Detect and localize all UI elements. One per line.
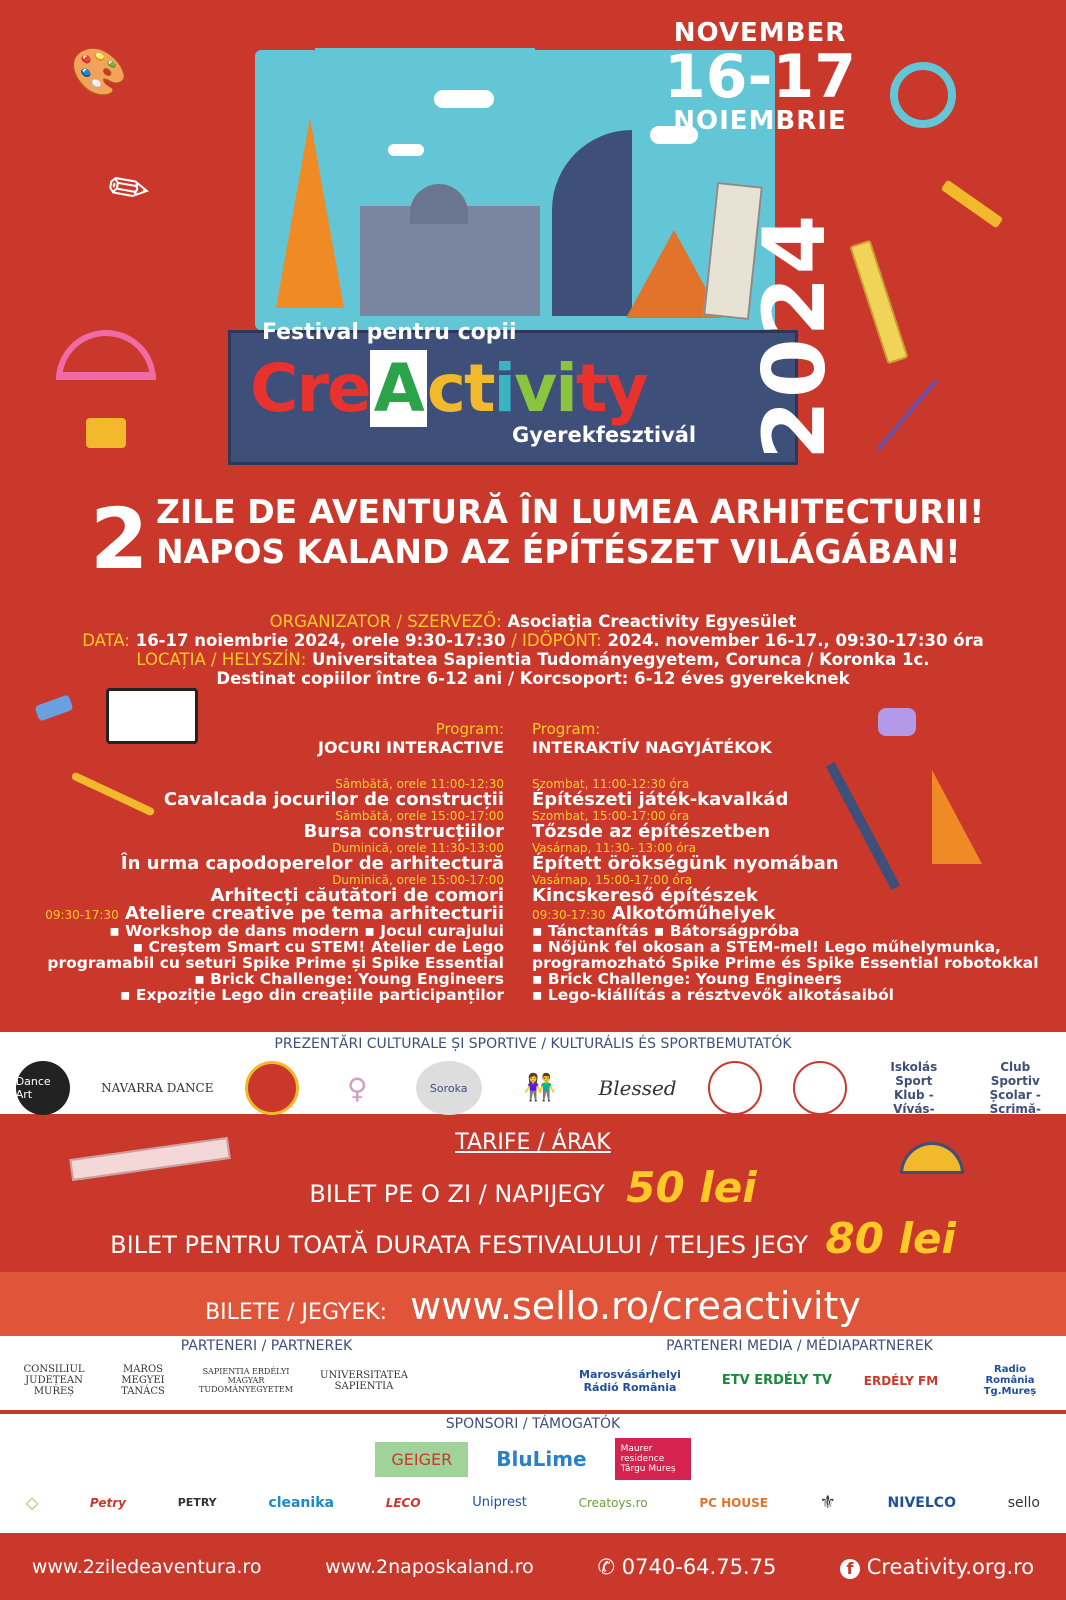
program-hu-time: Vasárnap, 15:00-17:00 óra [532, 873, 693, 887]
protractor-icon [56, 330, 156, 380]
program-hu-label: Program: [532, 720, 601, 738]
organizer: Asociația Creactivity Egyesület [507, 612, 797, 631]
color-swatches-icon: 🎨 [70, 45, 128, 99]
program-ro-event: În urma capodoperelor de arhitectură [120, 853, 504, 874]
cultural-title: PREZENTĂRI CULTURALE ȘI SPORTIVE / KULTURÁLIS ÉS SPORTBEMUTATÓK [274, 1036, 792, 1052]
radio-romania-logo: Marosvásárhelyi Rádió România [579, 1367, 681, 1394]
sponsors-title: SPONSORI / TÁMOGATÓK [445, 1416, 621, 1432]
program-hu-event: Kincskereső építészek [532, 885, 758, 906]
blulime-logo: BluLime [496, 1447, 587, 1471]
festival-subtitle-hu: Gyerekfesztivál [512, 423, 697, 447]
maros-megyei-tanacs-logo: MAROS MEGYEI TANÁCS [121, 1364, 165, 1397]
date-label: DATA: [82, 631, 130, 650]
event-dates [640, 18, 880, 136]
media-logos [570, 1364, 1050, 1397]
program-hu-bullet: ▪ Tánctanítás ▪ Bátorságpróba [532, 922, 800, 940]
nivelco-logo: NIVELCO [887, 1494, 956, 1511]
facebook-link[interactable]: Creativity.org.ro [866, 1554, 1035, 1579]
diamond-logo-icon: ◇ [25, 1493, 39, 1512]
program-ro-label: Program: [435, 720, 504, 738]
program-hu-time: Szombat, 11:00-12:30 óra [532, 777, 690, 791]
location-label: LOCAȚIA / HELYSZÍN: [136, 650, 307, 669]
program-ro-workshop-time: 09:30-17:30 [45, 908, 119, 922]
sharpener-icon [86, 418, 126, 448]
geiger-logo: GEIGER [375, 1442, 468, 1477]
time-label: / IDŐPONT: [511, 631, 602, 650]
festival-logo: CreActivity [250, 350, 647, 427]
eraser-icon [34, 694, 73, 721]
erdely-tv-logo: ETV ERDÉLY TV [721, 1373, 832, 1388]
tickets-url[interactable]: www.sello.ro/creactivity [410, 1284, 861, 1328]
cleanika-logo: cleanika [268, 1494, 334, 1511]
navarra-dance-logo: NAVARRA DANCE [101, 1081, 214, 1095]
program-ro-bullet: programabil cu seturi Spike Prime și Spike Essential [47, 954, 504, 972]
erdely-fm-logo: ERDÉLY FM [863, 1373, 939, 1388]
organizer-label: ORGANIZATOR / SZERVEZŐ: [269, 612, 502, 631]
program-hu-time: Vasárnap, 11:30- 13:00 óra [532, 841, 696, 855]
headline-ro: ZILE DE AVENTURĂ ÎN LUMEA ARHITECTURII! [156, 492, 985, 531]
program-hu-time: Szombat, 15:00-17:00 óra [532, 809, 690, 823]
festival-year: 2024 [745, 212, 845, 460]
cutter-icon [941, 180, 1004, 229]
other-sponsors [0, 1492, 1066, 1513]
program-ro-workshop: Ateliere creative pe tema arhitecturii [125, 903, 504, 924]
partners-logos [18, 1364, 518, 1397]
day-ticket-label: BILET PE O ZI / NAPIJEGY [309, 1180, 605, 1208]
program-ro-time: Sâmbătă, orele 15:00-17:00 [335, 809, 504, 823]
program-ro-bullet: ▪ Expoziție Lego din creațiile participanților [120, 986, 504, 1004]
cultural-band [0, 1032, 1066, 1114]
full-ticket-label: BILET PENTRU TOATĂ DURATA FESTIVALULUI / TELJES JEGY [110, 1231, 808, 1259]
date-range: 16-17 [664, 42, 856, 112]
sponsors-band [0, 1414, 1066, 1533]
tickets-label: BILETE / JEGYEK: [205, 1300, 388, 1325]
program-hu-title: INTERAKTÍV NAGYJÁTÉKOK [532, 738, 772, 757]
partners-title: PARTENERI / PARTNEREK [180, 1338, 353, 1354]
soroka-logo: Soroka [416, 1061, 482, 1115]
creatoys-logo: Creatoys.ro [578, 1495, 648, 1510]
program-ro-event: Cavalcada jocurilor de construcții [163, 789, 504, 810]
program-hu-bullet: ▪ Brick Challenge: Young Engineers [532, 970, 842, 988]
program-hu-event: Épített örökségünk nyomában [532, 853, 839, 874]
cloud-icon [434, 90, 494, 108]
program-hu-bullet: ▪ Nőjünk fel okosan a STEM-mel! Lego műhelymunka, [532, 938, 1001, 956]
website-hu-link[interactable]: www.2naposkaland.ro [325, 1555, 534, 1578]
program-ro-time: Duminică, orele 11:30-13:00 [332, 841, 504, 855]
program-hu-bullet: programozható Spike Prime és Spike Essential robotokkal [532, 954, 1039, 972]
program-hu-event: Építészeti játék-kavalkád [532, 789, 789, 810]
ballerina-icon: ♀ [347, 1071, 368, 1105]
program-ro-bullet: ▪ Creștem Smart cu STEM! Atelier de Lego [132, 938, 504, 956]
media-title: PARTENERI MEDIA / MÉDIAPARTNEREK [666, 1338, 933, 1354]
website-ro-link[interactable]: www.2ziledeaventura.ro [31, 1555, 262, 1578]
folk-dancers-icon: 👫 [523, 1073, 557, 1103]
program-ro-bullet: ▪ Workshop de dans modern ▪ Jocul curajului [109, 922, 504, 940]
club-sportiv-logo: Club Sportiv Școlar -Scrimă- [989, 1060, 1041, 1116]
skyline-background-top [315, 48, 535, 128]
program-hu-bullet: ▪ Lego-kiállítás a résztvevők alkotásaiból [532, 986, 894, 1004]
sapientia-emte-logo: SAPIENTIA ERDÉLYI MAGYAR TUDOMÁNYEGYETEM [199, 1367, 293, 1394]
program-ro-bullet: ▪ Brick Challenge: Young Engineers [194, 970, 504, 988]
folk-ensemble-icon [708, 1061, 762, 1115]
consiliul-judetean-logo: CONSILIUL JUDEȚEAN MUREȘ [23, 1364, 85, 1397]
event-info [0, 612, 1066, 688]
month-en: NOVEMBER [673, 18, 847, 48]
tickets-strip [0, 1272, 1066, 1336]
petry-logo: Petry [89, 1495, 126, 1510]
phone-icon: ✆ [597, 1554, 616, 1579]
cultural-logos [0, 1060, 1066, 1116]
month-ro: NOIEMBRIE [673, 106, 847, 136]
facebook-icon: f [840, 1559, 860, 1579]
full-ticket-price: 80 lei [825, 1214, 956, 1263]
eiffel-tower-icon [276, 118, 344, 308]
prices [0, 1130, 1066, 1263]
club-emblem-icon [245, 1061, 299, 1115]
program-ro [45, 720, 504, 1003]
location: Universitatea Sapientia Tudományegyetem, Corunca / Koronka 1c. [312, 650, 930, 669]
program-ro-event: Bursa construcțiilor [303, 821, 504, 842]
iskolas-sport-klub-logo: Iskolás Sport Klub -Vívás- [890, 1060, 938, 1116]
radio-tg-mures-logo: Radio România Tg.Mureș [983, 1364, 1037, 1397]
date-ro: 16-17 noiembrie 2024, orele 9:30-17:30 [135, 631, 506, 650]
program-hu-workshop: Alkotóműhelyek [611, 903, 776, 924]
main-sponsors [0, 1438, 1066, 1480]
headline-number: 2 [90, 490, 149, 588]
date-hu: 2024. november 16-17., 09:30-17:30 óra [607, 631, 984, 650]
festival-subtitle-ro: Festival pentru copii [262, 320, 517, 345]
compass-icon [877, 379, 938, 451]
petry-hotel-logo: PETRY [177, 1496, 217, 1509]
program-ro-event: Arhitecți căutători de comori [210, 885, 504, 906]
dance-group-icon [793, 1061, 847, 1115]
headline-hu: NAPOS KALAND AZ ÉPÍTÉSZET VILÁGÁBAN! [156, 532, 961, 571]
universitatea-sapientia-logo: UNIVERSITATEA SAPIENTIA [320, 1369, 408, 1392]
partners-band [0, 1336, 1066, 1410]
footer [0, 1533, 1066, 1600]
program-hu-workshop-time: 09:30-17:30 [532, 908, 606, 922]
pencil-icon: ✏ [103, 156, 155, 222]
dance-art-logo: Dance Art [16, 1061, 70, 1115]
leco-logo: LECO [385, 1495, 421, 1510]
program-hu [532, 720, 1039, 1003]
phone-number[interactable]: 0740-64.75.75 [621, 1554, 777, 1579]
eagle-emblem-icon: ⚜ [819, 1492, 836, 1513]
blessed-logo: Blessed [598, 1076, 677, 1100]
prices-title: TARIFE / ÁRAK [455, 1130, 611, 1155]
ruler-icon [849, 240, 908, 365]
day-ticket-price: 50 lei [626, 1163, 757, 1212]
audience: Destinat copiilor între 6-12 ani / Korcsoport: 6-12 éves gyerekeknek [216, 669, 850, 688]
sello-logo: sello [1007, 1494, 1040, 1511]
pc-house-logo: PC HOUSE [699, 1495, 768, 1510]
cloud-icon [388, 144, 424, 156]
uniprest-logo: Uniprest [472, 1495, 527, 1510]
program-hu-event: Tőzsde az építészetben [532, 821, 771, 842]
program-ro-time: Duminică, orele 15:00-17:00 [332, 873, 504, 887]
maurer-residence-logo: Maurer residence Târgu Mureș [615, 1438, 691, 1480]
circle-ruler-icon [890, 62, 956, 128]
program-ro-time: Sâmbătă, orele 11:00-12:30 [335, 777, 504, 791]
program-ro-title: JOCURI INTERACTIVE [318, 738, 504, 757]
